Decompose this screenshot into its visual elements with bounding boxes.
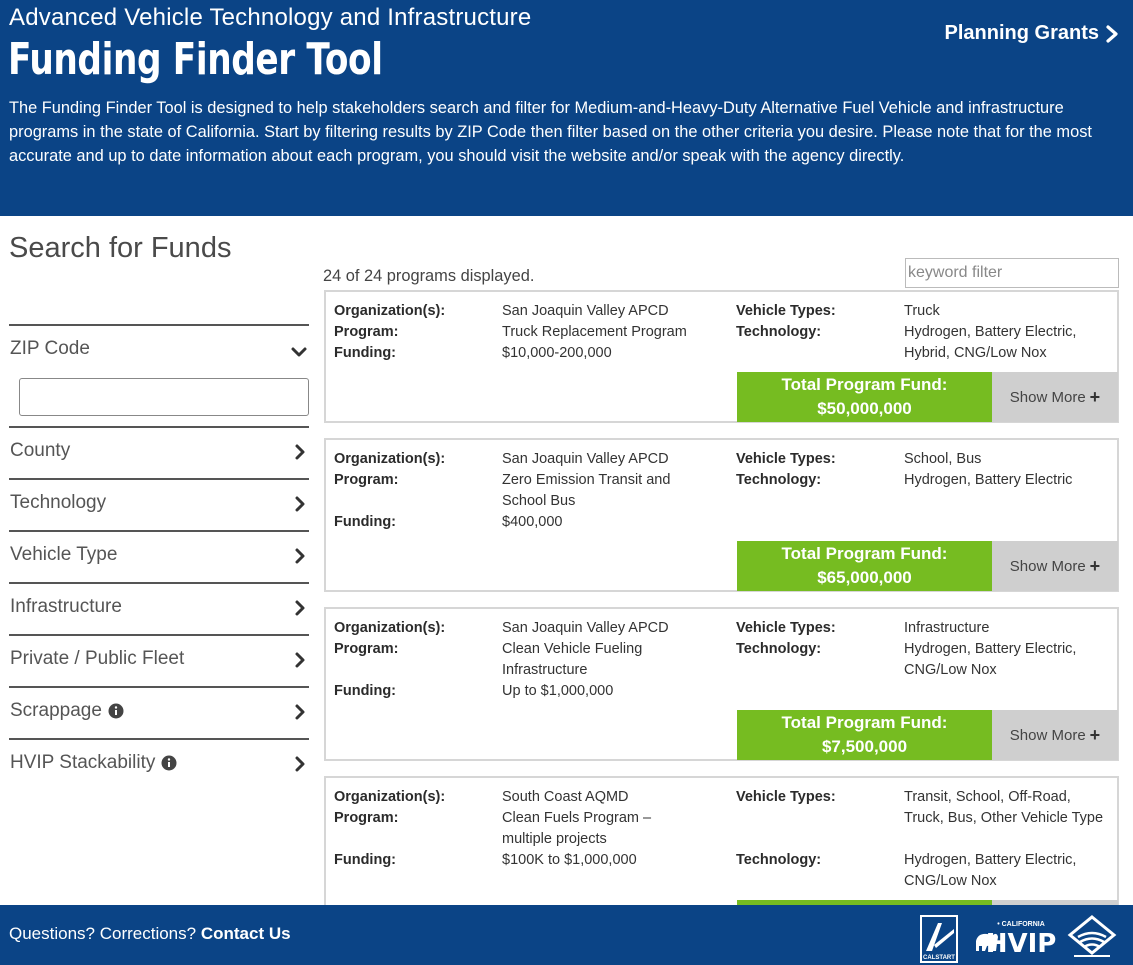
total-label: Total Program Fund: [781, 713, 948, 732]
funding-value: $10,000-200,000 [502, 345, 612, 361]
funding-value: Up to $1,000,000 [502, 683, 614, 699]
vehicle-types-label: Vehicle Types: [736, 303, 836, 319]
climate-investments-logo[interactable] [1062, 915, 1122, 959]
program-label: Program: [334, 324, 399, 340]
filter-label: Infrastructure [10, 596, 122, 617]
calstart-logo[interactable] [920, 915, 958, 963]
filter-label: HVIP Stackability [10, 752, 156, 773]
program-card [324, 438, 1119, 592]
technology-label: Technology: [736, 852, 822, 868]
chevron-right-icon [1105, 25, 1119, 43]
total-label: Total Program Fund: [781, 544, 948, 563]
funding-label: Funding: [334, 683, 397, 699]
funding-label: Funding: [334, 345, 397, 361]
program-value: Clean Vehicle Fueling Infrastructure [502, 641, 643, 678]
show-more-label: Show More [1009, 557, 1086, 575]
vehicle-types-label: Vehicle Types: [736, 620, 836, 636]
technology-label: Technology: [736, 472, 822, 488]
footer-questions [9, 924, 291, 944]
filter-label: Vehicle Type [10, 544, 118, 565]
chevron-right-icon [293, 444, 307, 460]
filter-label: ZIP Code [10, 338, 90, 359]
planning-grants-label: Planning Grants [944, 22, 1099, 44]
vehicle-types-value: Transit, School, Off-Road, Truck, Bus, Other Vehicle Type [904, 789, 1104, 826]
chevron-right-icon [293, 756, 307, 772]
total-value: $7,500,000 [821, 737, 908, 756]
funding-label: Funding: [334, 852, 397, 868]
organization-value: San Joaquin Valley APCD [502, 451, 669, 467]
technology-value: Hydrogen, Battery Electric [904, 472, 1073, 488]
chevron-right-icon [293, 496, 307, 512]
hvip-tagline: • CALIFORNIA [997, 921, 1045, 928]
funding-value: $100K to $1,000,000 [502, 852, 637, 868]
total-program-fund [737, 710, 992, 760]
hvip-text: HVIP [985, 929, 1057, 959]
technology-value: Hydrogen, Battery Electric, CNG/Low Nox [904, 852, 1077, 889]
footer-questions-text: Questions? Corrections? [9, 924, 197, 943]
filter-private-public-fleet[interactable] [9, 634, 309, 686]
program-value: Clean Fuels Program – multiple projects [502, 810, 652, 847]
filter-label-wrap [10, 700, 124, 722]
info-icon[interactable] [161, 755, 177, 771]
show-more-label: Show More [1009, 388, 1086, 406]
program-label: Program: [334, 641, 399, 657]
program-value: Truck Replacement Program [502, 324, 687, 340]
organization-label: Organization(s): [334, 620, 446, 636]
funding-value: $400,000 [502, 514, 563, 530]
program-label: Program: [334, 472, 399, 488]
chevron-right-icon [293, 600, 307, 616]
filter-infrastructure[interactable] [9, 582, 309, 634]
organization-label: Organization(s): [334, 451, 446, 467]
program-card [324, 290, 1119, 423]
total-program-fund [737, 541, 992, 591]
organization-label: Organization(s): [334, 303, 446, 319]
filter-scrappage[interactable] [9, 686, 309, 738]
total-value: $65,000,000 [817, 568, 912, 587]
technology-value: Hydrogen, Battery Electric, CNG/Low Nox [904, 641, 1077, 678]
vehicle-types-value: Truck [904, 303, 940, 319]
site-footer [0, 905, 1133, 965]
total-program-fund [737, 372, 992, 422]
plus-icon: + [1089, 555, 1101, 576]
vehicle-types-label: Vehicle Types: [736, 789, 836, 805]
filter-label: Scrappage [10, 700, 102, 721]
header-subtitle: Advanced Vehicle Technology and Infrastructure [9, 4, 532, 31]
calstart-text: CALSTART [923, 955, 955, 961]
vehicle-types-label: Vehicle Types: [736, 451, 836, 467]
results-count: 24 of 24 programs displayed. [323, 267, 535, 285]
filter-technology[interactable] [9, 478, 309, 530]
organization-value: San Joaquin Valley APCD [502, 303, 669, 319]
program-label: Program: [334, 810, 399, 826]
filter-vehicle-type[interactable] [9, 530, 309, 582]
organization-value: San Joaquin Valley APCD [502, 620, 669, 636]
organization-label: Organization(s): [334, 789, 446, 805]
organization-value: South Coast AQMD [502, 789, 629, 805]
chevron-right-icon [293, 548, 307, 564]
planning-grants-link[interactable] [945, 22, 1119, 45]
filter-hvip-stackability[interactable] [9, 738, 309, 790]
plus-icon: + [1089, 386, 1101, 407]
plus-icon: + [1089, 724, 1101, 745]
show-more-label: Show More [1009, 726, 1086, 744]
filter-label-wrap [10, 752, 177, 774]
info-icon[interactable] [108, 703, 124, 719]
funding-label: Funding: [334, 514, 397, 530]
chevron-right-icon [293, 652, 307, 668]
technology-value: Hydrogen, Battery Electric, Hybrid, CNG/Low Nox [904, 324, 1077, 361]
chevron-down-icon [291, 346, 307, 358]
page-title: Funding Finder Tool [8, 34, 383, 85]
filter-label: County [10, 440, 71, 461]
technology-label: Technology: [736, 641, 822, 657]
vehicle-types-value: Infrastructure [904, 620, 990, 636]
hvip-logo[interactable] [973, 915, 1057, 959]
show-more-button[interactable] [992, 372, 1118, 422]
show-more-button[interactable] [992, 710, 1118, 760]
chevron-right-icon [293, 704, 307, 720]
sidebar-heading: Search for Funds [9, 232, 232, 264]
technology-label: Technology: [736, 324, 822, 340]
zip-code-input[interactable] [19, 378, 309, 416]
filter-zip-code[interactable] [9, 324, 309, 376]
filter-label: Technology [10, 492, 107, 513]
program-value: Zero Emission Transit and School Bus [502, 472, 671, 509]
contact-us-link[interactable]: Contact Us [200, 924, 291, 943]
total-label: Total Program Fund: [781, 375, 948, 394]
filter-county[interactable] [9, 426, 309, 478]
filter-label: Private / Public Fleet [10, 648, 185, 669]
show-more-button[interactable] [992, 541, 1118, 591]
total-value: $50,000,000 [817, 399, 912, 418]
header-description: The Funding Finder Tool is designed to help stakeholders search and filter for Medium-and-Heavy-Duty Alternative Fuel Vehicle and infrastructure programs in the state of California. Start by filtering results by ZIP Code then filter based on the other criteria you desire. Please note that for the most accurate and up to date information about each program, you should visit the website and/or speak with the agency directly. [9, 99, 1092, 165]
keyword-filter-input[interactable] [905, 258, 1119, 288]
vehicle-types-value: School, Bus [904, 451, 982, 467]
site-header [0, 0, 1133, 216]
program-card [324, 607, 1119, 761]
